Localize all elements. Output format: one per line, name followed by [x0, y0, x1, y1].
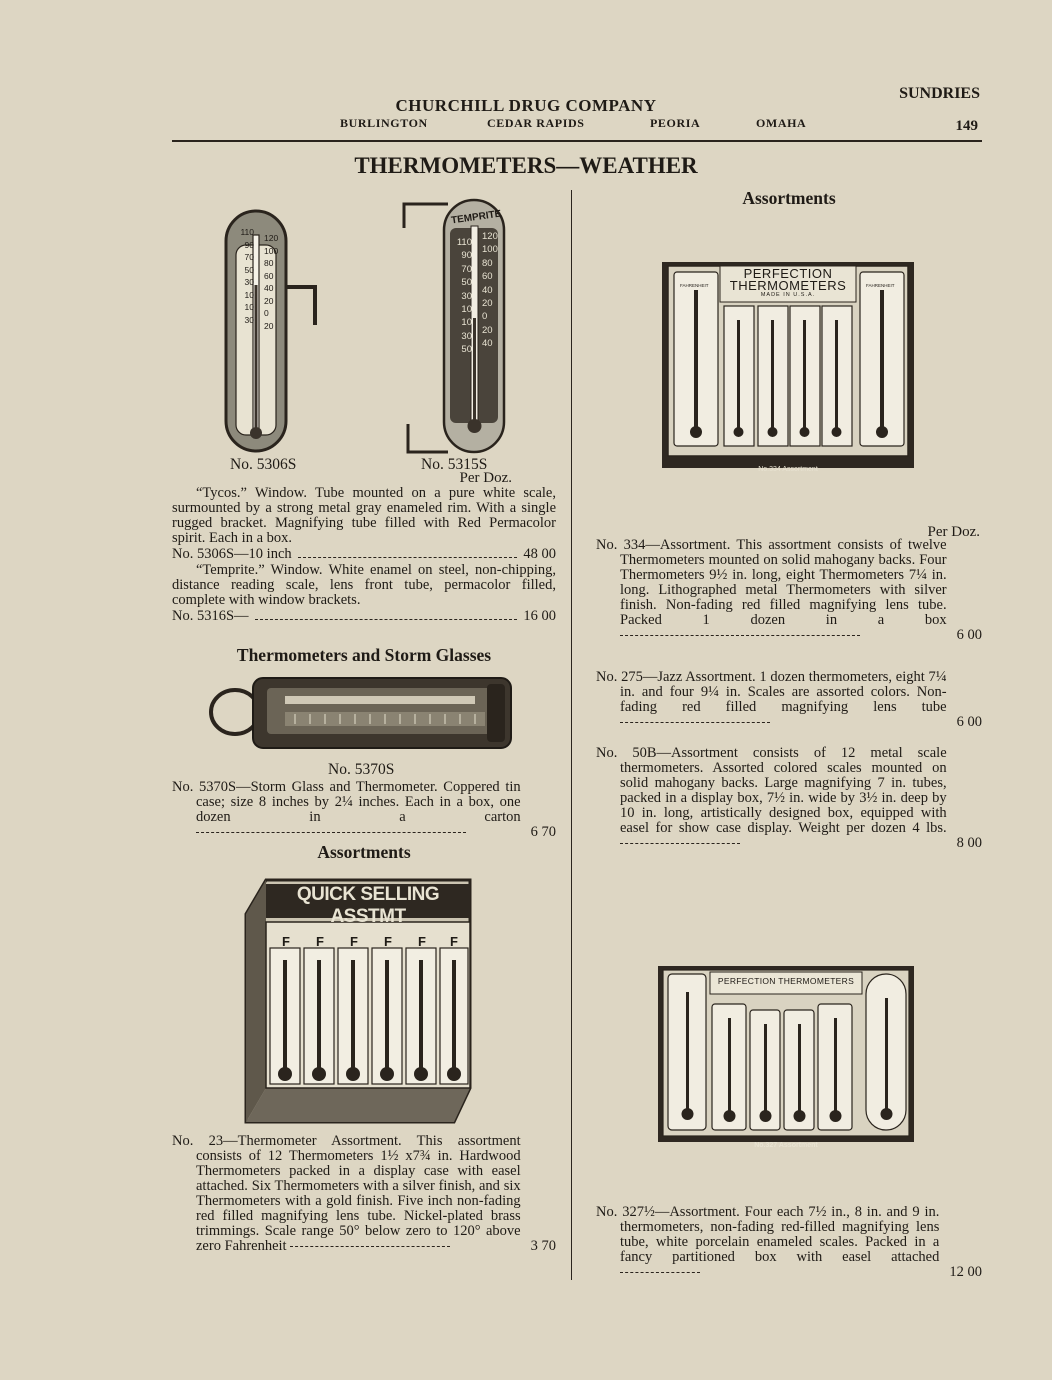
- tycos-scale-mark: 80: [264, 258, 274, 268]
- item-23-desc: [172, 1134, 521, 1254]
- city-peoria: PEORIA: [650, 116, 701, 130]
- item-334: [596, 538, 982, 643]
- leader-dots: [620, 635, 860, 636]
- temprite-scale-mark: 100: [482, 244, 498, 256]
- company-name: CHURCHILL DRUG COMPANY: [395, 96, 657, 115]
- box-334-sign: PERFECTION THERMOMETERS: [729, 266, 847, 293]
- city-burlington: BURLINGTON: [340, 116, 428, 130]
- tycos-scale-mark: 60: [264, 270, 274, 281]
- tycos-scale-mark: 90: [244, 239, 254, 250]
- tycos-scale-mark: 10: [244, 302, 254, 312]
- item-327-entry: [596, 1205, 982, 1280]
- box-327-caption: No.327 Assortment: [754, 1142, 818, 1149]
- per-doz-left: Per Doz.: [459, 470, 512, 486]
- city-cedar-rapids: CEDAR RAPIDS: [487, 116, 585, 130]
- temprite-scale-mark: 10: [461, 317, 472, 329]
- temprite-scale-mark: 10: [461, 304, 472, 316]
- item-5306s-label: No. 5306S—10 inch: [172, 546, 292, 562]
- per-doz-right: Per Doz.: [927, 524, 980, 540]
- item-50b-entry: [596, 746, 982, 851]
- temprite-scale-labels: [448, 230, 504, 430]
- box-334-caption: No.334 Assortment: [758, 466, 818, 473]
- assortments-heading-left: Assortments: [317, 842, 411, 862]
- item-275: [596, 670, 982, 730]
- tycos-scale-mark: 40: [264, 283, 274, 293]
- item-5316s-label: No. 5316S—: [172, 608, 249, 624]
- assortment-327-image: [656, 964, 916, 1156]
- leader-dots: [255, 619, 518, 620]
- item-5306s-price: 48 00: [523, 546, 556, 562]
- leader-dots: [620, 1272, 700, 1273]
- f-label: F: [282, 934, 290, 949]
- page-title: THERMOMETERS—WEATHER: [354, 153, 698, 178]
- storm-glass-entry: [172, 780, 556, 840]
- leader-dots: [620, 843, 740, 844]
- temprite-scale-mark: 30: [461, 290, 472, 302]
- leader-dots: [620, 722, 770, 723]
- fahrenheit-label: FAHRENHEIT: [866, 283, 895, 288]
- item-275-desc: [596, 670, 947, 730]
- tycos-scale-mark: 20: [264, 320, 274, 331]
- tycos-scale-labels: [228, 226, 292, 406]
- left-column-upper: [172, 486, 556, 624]
- item-327: [596, 1205, 982, 1280]
- tycos-scale-mark: 110: [240, 227, 254, 237]
- temprite-description-text: “Temprite.” Window. White enamel on steel, non-chipping, distance reading scale, lens front tube, permacolor filled, complete with window brackets.: [172, 562, 556, 608]
- temprite-scale-mark: 30: [461, 330, 472, 342]
- item-334-price: 6 00: [956, 627, 982, 643]
- item-334-desc: [596, 538, 947, 643]
- leader-dots: [196, 832, 466, 833]
- leader-dots: [290, 1246, 450, 1247]
- caption-5306s: No. 5306S: [230, 456, 297, 473]
- tycos-scale-mark: 70: [244, 252, 254, 262]
- item-23: [172, 1134, 556, 1254]
- item-50b-desc: [596, 746, 947, 851]
- item-5370s-desc: [172, 780, 521, 840]
- tycos-scale-mark: 30: [244, 314, 254, 325]
- header-rule: [172, 140, 982, 142]
- quick-selling-sign: QUICK SELLING ASSTMT: [296, 884, 440, 927]
- tycos-scale-mark: 30: [244, 277, 254, 287]
- item-5316s-price: 16 00: [523, 608, 556, 624]
- item-5306s: [172, 547, 556, 562]
- temprite-scale-mark: 50: [461, 344, 472, 356]
- storm-glass-image: [205, 674, 515, 752]
- page-number: 149: [955, 118, 978, 134]
- temprite-scale-mark: 20: [482, 324, 493, 336]
- f-label: F: [450, 934, 458, 949]
- item-327-desc-text: No. 327½—Assortment. Four each 7½ in., 8 in. and 9 in. thermometers, non-fading red-filled magnifying lens tube, white porcelain enameled scales. Packed in a fancy partitioned box with easel attached: [596, 1204, 940, 1265]
- item-50b-price: 8 00: [956, 835, 982, 851]
- temprite-scale-mark: 50: [461, 277, 472, 289]
- tycos-description: [172, 486, 556, 546]
- item-334-entry: [596, 538, 982, 643]
- temprite-scale-mark: 40: [482, 284, 493, 296]
- f-label: F: [384, 934, 392, 949]
- item-5316s: [172, 609, 556, 624]
- assortments-heading-right: Assortments: [742, 188, 836, 208]
- item-23-desc-text: No. 23—Thermometer Assortment. This assortment consists of 12 Thermometers 1½ x7¾ in. Hardwood Thermometers packed in a display case with easel attached. Six Thermometers with a silver finish, and six Thermometers with a gold finish. Five inch non-fading red filled magnifying lens tube. Nickel-plated brass trimmings. Scale range 50° below zero to 120° above zero Fahrenheit: [172, 1133, 521, 1254]
- item-23-entry: [172, 1134, 556, 1254]
- tycos-scale-mark: 20: [264, 295, 274, 306]
- tycos-scale-mark: 100: [264, 245, 279, 256]
- temprite-description: [172, 563, 556, 608]
- column-divider: [571, 190, 572, 1280]
- tycos-description-text: “Tycos.” Window. Tube mounted on a pure white scale, surmounted by a strong metal gray enameled rim. With a single rugged bracket. Magnifying tube filled with Red Permacolor spirit. Each in a box.: [172, 485, 556, 546]
- fahrenheit-label: FAHRENHEIT: [680, 283, 709, 288]
- item-275-desc-text: No. 275—Jazz Assortment. 1 dozen thermometers, eight 7¼ in. and four 9¼ in. Scales are assorted colors. Non-fading red filled magnifying lens tube: [596, 669, 947, 715]
- box-334-made: MADE IN U.S.A.: [760, 292, 816, 298]
- item-5370s-desc-text: No. 5370S—Storm Glass and Thermometer. Coppered tin case; size 8 inches by 2¼ inches. Each in a box, one dozen in a carton: [172, 779, 521, 825]
- temprite-scale-mark: 90: [461, 250, 472, 262]
- temprite-logo: TEMPRITE: [450, 208, 503, 227]
- temprite-scale-mark: 60: [482, 271, 493, 283]
- item-5370s: [172, 780, 556, 840]
- item-334-desc-text: No. 334—Assortment. This assortment consists of twelve Thermometers mounted on solid mahogany backs. Four Thermometers 9½ in. long, eight Thermometers 7¼ in. long. Lithographed metal Thermometers with silver finish. Non-fading red filled magnifying lens tube. Packed 1 dozen in a box: [596, 537, 947, 628]
- city-omaha: OMAHA: [756, 116, 807, 130]
- item-275-price: 6 00: [956, 714, 982, 730]
- item-275-entry: [596, 670, 982, 730]
- temprite-scale-mark: 20: [482, 298, 493, 310]
- f-label: F: [316, 934, 324, 949]
- tycos-scale-mark: 50: [244, 264, 254, 275]
- caption-5315s: No. 5315S: [421, 456, 488, 473]
- temprite-scale-mark: 0: [482, 311, 488, 323]
- tycos-scale-mark: 0: [264, 308, 269, 318]
- temprite-scale-mark: 70: [461, 263, 472, 275]
- f-label: F: [350, 934, 358, 949]
- temprite-scale-mark: 110: [456, 237, 472, 248]
- tycos-scale-mark: 10: [244, 289, 254, 300]
- f-label: F: [418, 934, 426, 949]
- item-50b-desc-text: No. 50B—Assortment consists of 12 metal scale thermometers. Assorted colored scales mounted on solid mahogany backs. Large magnifying 7 in. tubes, packed in a display box, 7½ in. wide by 3½ in. deep by 10 in. long, artistically designed box, equipped with easel for show case display. Weight per dozen 4 lbs.: [596, 745, 947, 836]
- item-23-price: 3 70: [530, 1238, 556, 1254]
- item-327-desc: [596, 1205, 939, 1280]
- caption-5370s: No. 5370S: [328, 761, 395, 778]
- temprite-scale-mark: 40: [482, 338, 493, 350]
- section-label: SUNDRIES: [899, 85, 980, 102]
- item-327-price: 12 00: [949, 1264, 982, 1280]
- box-327-sign: PERFECTION THERMOMETERS: [717, 976, 855, 986]
- tycos-scale-mark: 120: [264, 233, 279, 243]
- storm-glasses-heading: Thermometers and Storm Glasses: [236, 645, 492, 665]
- temprite-scale-mark: 120: [482, 231, 498, 242]
- item-50b: [596, 746, 982, 851]
- item-5370s-price: 6 70: [530, 824, 556, 840]
- temprite-scale-mark: 80: [482, 257, 493, 269]
- leader-dots: [298, 557, 518, 558]
